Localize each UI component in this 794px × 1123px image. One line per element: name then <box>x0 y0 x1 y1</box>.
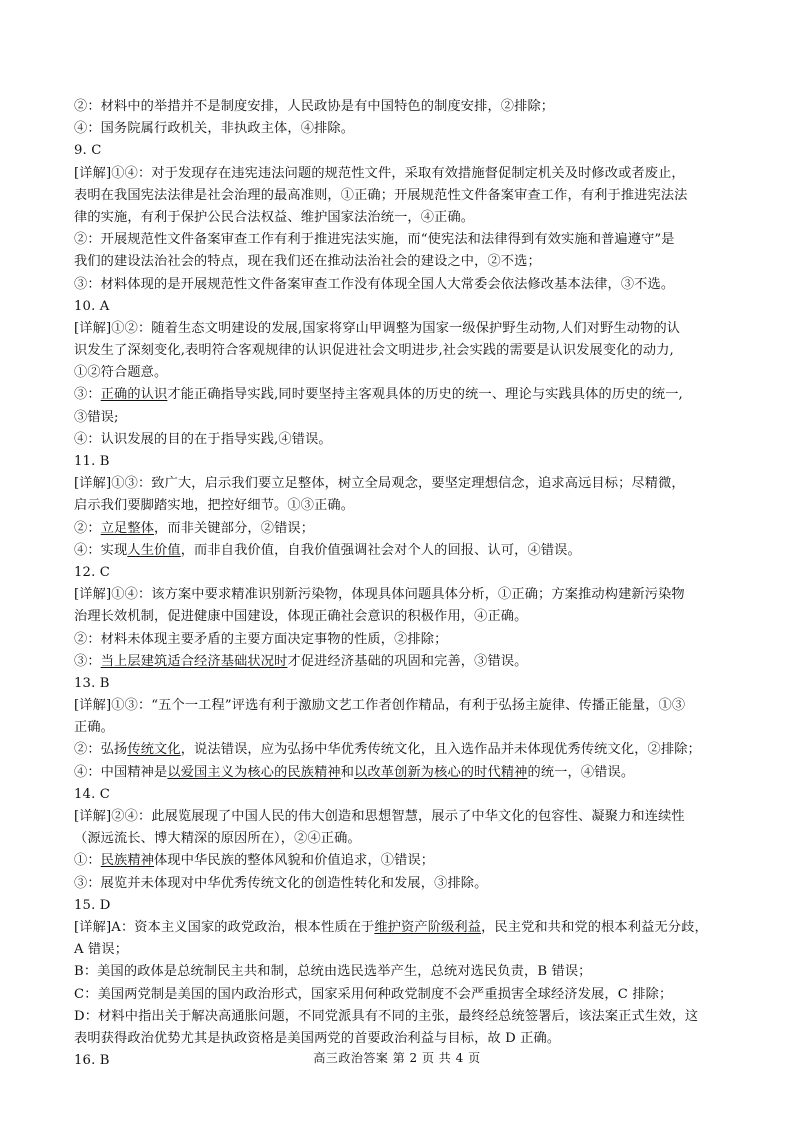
line-text: 启示我们要脚踏实地，把控好细节。①③正确。 <box>74 498 355 514</box>
line-text: 识发生了深刻变化,表明符合客观规律的认识促进社会文明进步,社会实践的需要是认识发展变化的动力, <box>74 343 674 359</box>
underlined-text: 当上层建筑适合经济基础状况时 <box>100 653 288 669</box>
answer-line <box>74 473 722 495</box>
answer-line <box>74 1006 722 1028</box>
line-text: 16. B <box>74 1053 110 1069</box>
line-text: 正确。 <box>74 720 115 736</box>
underlined-text: 立足整体 <box>100 520 155 536</box>
line-text: [详解]①③：“五个一工程”评选有利于激励文艺工作者创作精品，有利于弘扬主旋律、传播正能量，①③ <box>74 698 686 714</box>
answer-line <box>74 163 722 185</box>
line-text: C：美国两党制是美国的国内政治形式，国家采用何种政党制度不会严重损害全球经济发展，C 排除； <box>74 986 673 1002</box>
answer-line <box>74 651 722 673</box>
question-number <box>74 784 722 806</box>
line-text: ，而非关键部分，②错误； <box>154 520 315 536</box>
question-number <box>74 296 722 318</box>
line-text: 和 <box>340 764 355 780</box>
question-number <box>74 895 722 917</box>
line-text: ②： <box>74 520 101 536</box>
answer-line <box>74 96 722 118</box>
answer-line <box>74 118 722 140</box>
answer-line <box>74 429 722 451</box>
line-text: 15. D <box>74 897 111 913</box>
answer-line <box>74 495 722 517</box>
line-text: ，说法错误，应为弘扬中华优秀传统文化，且入选作品并未体现优秀传统文化，②排除； <box>180 742 701 758</box>
line-text: 才促进经济基础的巩固和完善，③错误。 <box>287 653 528 669</box>
question-number <box>74 562 722 584</box>
line-text: ④：中国精神是 <box>74 764 168 780</box>
line-text: 9. C <box>74 143 102 159</box>
underlined-text: 正确的认识 <box>100 387 168 403</box>
underlined-text: 维护资产阶级利益 <box>374 919 482 935</box>
answer-line <box>74 340 722 362</box>
question-number <box>74 673 722 695</box>
line-text: ②：材料未体现主要矛盾的主要方面决定事物的性质，②排除； <box>74 631 448 647</box>
line-text: ②：材料中的举措并不是制度安排，人民政协是有中国特色的制度安排，②排除； <box>74 99 555 114</box>
underlined-text: 以改革创新为核心的时代精神 <box>354 764 528 780</box>
answer-line <box>74 917 722 939</box>
underlined-text: 以爱国主义为核心的民族精神 <box>167 764 341 780</box>
answer-line <box>74 185 722 207</box>
line-text: ③： <box>74 653 101 669</box>
line-text: ①②符合题意。 <box>74 365 168 381</box>
line-text: 律的实施，有利于保护公民合法权益、维护国家法治统一，④正确。 <box>74 209 475 225</box>
answer-line <box>74 407 722 429</box>
line-text: D：材料中指出关于解决高通胀问题，不同党派具有不同的主张，最终经总统签署后，该法案正式生效，这 <box>74 1008 699 1024</box>
line-text: [详解]①④：该方案中要求精准识别新污染物，体现具体问题具体分析，①正确；方案推动构建新污染物 <box>74 587 685 603</box>
answer-line <box>74 207 722 229</box>
answer-line <box>74 873 722 895</box>
answer-line <box>74 584 722 606</box>
line-text: ④：国务院属行政机关，非执政主体，④排除。 <box>74 121 355 137</box>
line-text: [详解]A：资本主义国家的政党政治，根本性质在于 <box>74 919 375 935</box>
line-text: ④：认识发展的目的在于指导实践,④错误。 <box>74 431 332 447</box>
underlined-text: 人生价值 <box>127 542 181 558</box>
line-text: ①： <box>74 853 101 869</box>
line-text: 表明在我国宪法法律是社会治理的最高准则，①正确；开展规范性文件备案审查工作，有利于推进宪法法 <box>74 187 688 203</box>
line-text: 才能正确指导实践,同时要坚持主客观具体的历史的统一、理论与实践具体的历史的统一, <box>167 387 683 403</box>
answer-line <box>74 695 722 717</box>
line-text: [详解]①③：致广大，启示我们要立足整体，树立全局观念，要坚定理想信念，追求高远目标；尽精微， <box>74 476 685 492</box>
answer-line <box>74 961 722 983</box>
line-text: 我们的建设法治社会的特点，现在我们还在推动法治社会的建设之中，②不选； <box>74 254 541 270</box>
line-text: [详解]②④：此展览展现了中国人民的伟大创造和思想智慧，展示了中华文化的包容性、凝聚力和连续性 <box>74 809 685 824</box>
answer-content <box>74 96 722 1072</box>
answer-line <box>74 251 722 273</box>
answer-line <box>74 806 722 828</box>
underlined-text: 传统文化 <box>127 742 181 758</box>
answer-line <box>74 717 722 739</box>
line-text: 的统一，④错误。 <box>527 764 635 780</box>
answer-line <box>74 384 722 406</box>
page-footer: 高三政治答案 第 2 页 共 4 页 <box>313 1051 481 1065</box>
line-text: 12. C <box>74 564 111 580</box>
line-text: ③错误; <box>74 409 119 425</box>
line-text: A 错误； <box>74 942 129 958</box>
line-text: [详解]①②：随着生态文明建设的发展,国家将穿山甲调整为国家一级保护野生动物,人们对野生动物的认 <box>74 320 681 336</box>
answer-line <box>74 629 722 651</box>
line-text: 体现中华民族的整体风貌和价值追求，①错误； <box>154 853 435 869</box>
line-text: ③： <box>74 387 101 403</box>
line-text: B：美国的政体是总统制民主共和制，总统由选民选举产生，总统对选民负责，B 错误； <box>74 964 592 980</box>
answer-line <box>74 984 722 1006</box>
line-text: ，民主党和共和党的根本利益无分歧， <box>481 919 708 935</box>
line-text: ④：实现 <box>74 542 128 558</box>
answer-line <box>74 762 722 784</box>
line-text: 表明获得政治优势尤其是执政资格是美国两党的首要政治利益与目标，故 D 正确。 <box>74 1030 561 1046</box>
answer-line <box>74 229 722 251</box>
line-text: 14. C <box>74 786 111 802</box>
line-text: ②：开展规范性文件备案审查工作有利于推进宪法实施，而“使宪法和法律得到有效实施和普遍遵守”是 <box>74 232 675 248</box>
line-text: ③：展览并未体现对中华优秀传统文化的创造性转化和发展，③排除。 <box>74 875 488 891</box>
line-text: ③：材料体现的是开展规范性文件备案审查工作没有体现全国人大常委会依法修改基本法律，③不选。 <box>74 276 675 292</box>
answer-line <box>74 274 722 296</box>
line-text: 13. B <box>74 675 110 691</box>
answer-line <box>74 362 722 384</box>
line-text: ，而非自我价值，自我价值强调社会对个人的回报、认可，④错误。 <box>180 542 581 558</box>
answer-line <box>74 1028 722 1050</box>
answer-line <box>74 828 722 850</box>
line-text: [详解]①④：对于发现存在违宪违法问题的规范性文件，采取有效措施督促制定机关及时修改或者废止， <box>74 165 685 181</box>
answer-line <box>74 739 722 761</box>
line-text: 10. A <box>74 298 110 314</box>
underlined-text: 民族精神 <box>100 853 155 869</box>
answer-line <box>74 518 722 540</box>
answer-line <box>74 318 722 340</box>
line-text: （源远流长、博大精深的原因所在），②④正确。 <box>74 831 361 847</box>
answer-line <box>74 540 722 562</box>
answer-line <box>74 606 722 628</box>
line-text: 11. B <box>74 454 110 469</box>
question-number <box>74 451 722 473</box>
line-text: 治理长效机制，促进健康中国建设，体现正确社会意识的积极作用，④正确。 <box>74 609 528 625</box>
question-number <box>74 140 722 162</box>
line-text: ②：弘扬 <box>74 742 128 758</box>
answer-line <box>74 850 722 872</box>
answer-line <box>74 939 722 961</box>
